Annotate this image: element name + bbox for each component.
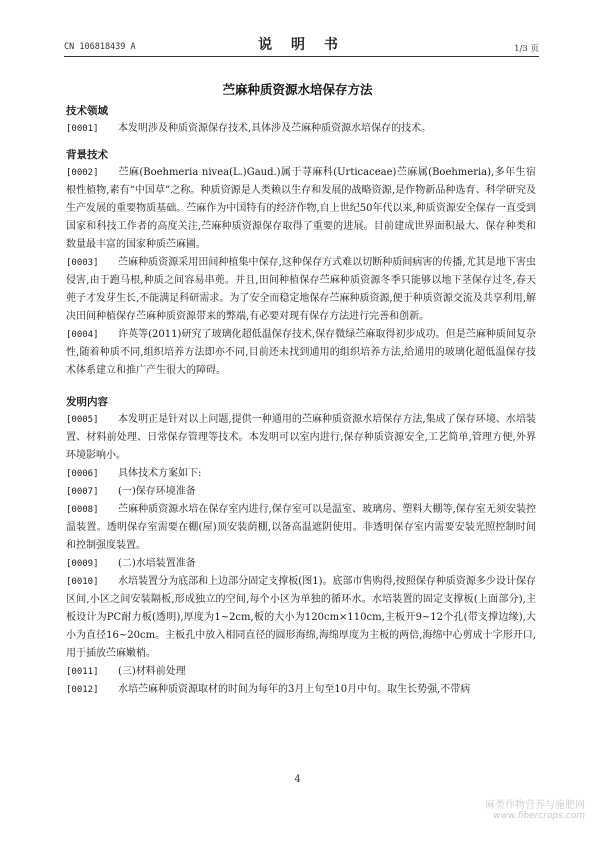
paragraph-text: 苎麻种质资源水培在保存室内进行,保存室可以是温室、玻璃房、塑料大棚等,保存室无须安装控温装置。透明保存室需要在棚(屋)顶安装荫棚,以备高温遮阴使用。非透明保存室内需要安装光照控制时间和控制强度装置。 [66, 504, 536, 551]
paragraph-text: 许英等(2011)研究了玻璃化超低温保存技术,保存微绿苎麻取得初步成功。但是苎麻种质间复杂性,随着种质不同,组织培养方法即亦不同,目前还未找到通用的组织培养方法,给通用的玻璃化超低温保存技术体系建立和推广产生很大的障碍。 [66, 329, 536, 376]
paragraph-number: [0011] [66, 667, 99, 677]
document-title: 苎麻种质资源水培保存方法 [222, 82, 373, 97]
watermark [485, 796, 585, 821]
paragraph-number: [0006] [66, 469, 99, 479]
paragraph [66, 254, 536, 326]
document-type: 说 明 书 [258, 37, 345, 53]
paragraph [66, 120, 536, 138]
page-header [64, 34, 539, 56]
paragraph-text: 水培装置分为底部和上边部分固定支撑板(图1)。底部市售购得,按照保存种质资源多少设计保存区间,小区之间安装隔板,形成独立的空间,每个小区为单独的循环水。水培装置的固定支撑板(上面部分),主板设计为PC耐力板(透明),厚度为1~2cm,板的大小为120cm×110cm,主板开9~12个孔(带支撑边缘),大小为直径16~20cm。主板孔中放入相同直径的圆形海绵,海绵厚度为主板的两倍,海绵中心剪成十字形开口,用于插放苎麻嫩梢。 [66, 576, 536, 659]
paragraph-text: (二)水培装置准备 [118, 558, 196, 569]
paragraph [66, 411, 536, 465]
section-heading-background: 背景技术 [66, 149, 108, 161]
paragraph [66, 164, 536, 254]
paragraph [66, 681, 536, 699]
paragraph [66, 501, 536, 555]
paragraph-text: 水培苎麻种质资源取材的时间为每年的3月上旬至10月中旬。取生长势强,不带病 [118, 684, 471, 695]
paragraph-text: 苎麻种质资源采用田间种植集中保存,这种保存方式难以切断种质间病害的传播,尤其是地下害虫侵害,由于跑马根,种质之间容易串蔸。并且,田间种植保存苎麻种质资源冬季只能够以地下茎保存过冬,春天蔸子才发芽生长,不能满足科研需求。为了安全而稳定地保存苎麻种质资源,便于种质资源交流及共享利用,解决田间种植保存苎麻种质资源带来的弊端,有必要对现有保存方法进行完善和创新。 [66, 257, 536, 322]
paragraph-number: [0001] [66, 124, 99, 134]
paragraph-number: [0009] [66, 559, 99, 569]
paragraph-number: [0007] [66, 487, 99, 497]
paragraph [66, 663, 536, 681]
paragraph [66, 555, 536, 573]
header-divider [64, 56, 539, 57]
paragraph [66, 483, 536, 501]
paragraph-text: 具体技术方案如下: [118, 468, 202, 479]
watermark-url: www.fibercrops.com [493, 811, 585, 821]
paragraph-number: [0005] [66, 415, 99, 425]
paragraph-text: 本发明正是针对以上问题,提供一种通用的苎麻种质资源水培保存方法,集成了保存环境、水培装置、材料前处理、日常保存管理等技术。本发明可以室内进行,保存种质资源安全,工艺简单,管理方便,外界环境影响小。 [66, 414, 536, 461]
paragraph-number: [0008] [66, 505, 99, 515]
page-info: 1/3 页 [514, 44, 539, 54]
paragraph-number: [0002] [66, 168, 99, 178]
paragraph-number: [0010] [66, 577, 99, 587]
paragraph [66, 573, 536, 663]
page-number: 4 [294, 774, 301, 785]
paragraph-text: 本发明涉及种质资源保存技术,具体涉及苎麻种质资源水培保存的技术。 [118, 123, 432, 134]
section-heading-invention: 发明内容 [66, 396, 108, 408]
paragraph-number: [0003] [66, 258, 99, 268]
paragraph-number: [0012] [66, 685, 99, 695]
paragraph-text: (三)材料前处理 [118, 666, 186, 677]
section-heading-tech-field: 技术领域 [66, 105, 108, 117]
document-body [66, 102, 536, 699]
paragraph-text: (一)保存环境准备 [118, 486, 196, 497]
paragraph-text: 苎麻(Boehmeria nivea(L.)Gaud.)属于荨麻科(Urticaceae)苎麻属(Boehmeria),多年生宿根性植物,素有“中国草”之称。种质资源是人类赖以生存和发展的战略资源,是作物新品种选育、科学研究及生产发展的重要物质基础。苎麻作为中国特有的经济作物,自上世纪50年代以来,种质资源安全保存一直受到国家和科技工作者的高度关注,苎麻种质资源保存取得了重要的进展。目前建成世界面积最大、保存种类和数量最丰富的国家种质苎麻圃。 [66, 167, 536, 250]
paragraph [66, 326, 536, 380]
paragraph [66, 465, 536, 483]
paragraph-number: [0004] [66, 330, 99, 340]
patent-number: CN 106818439 A [64, 42, 136, 52]
watermark-site-name: 麻类作物营养与施肥网 [485, 800, 585, 811]
